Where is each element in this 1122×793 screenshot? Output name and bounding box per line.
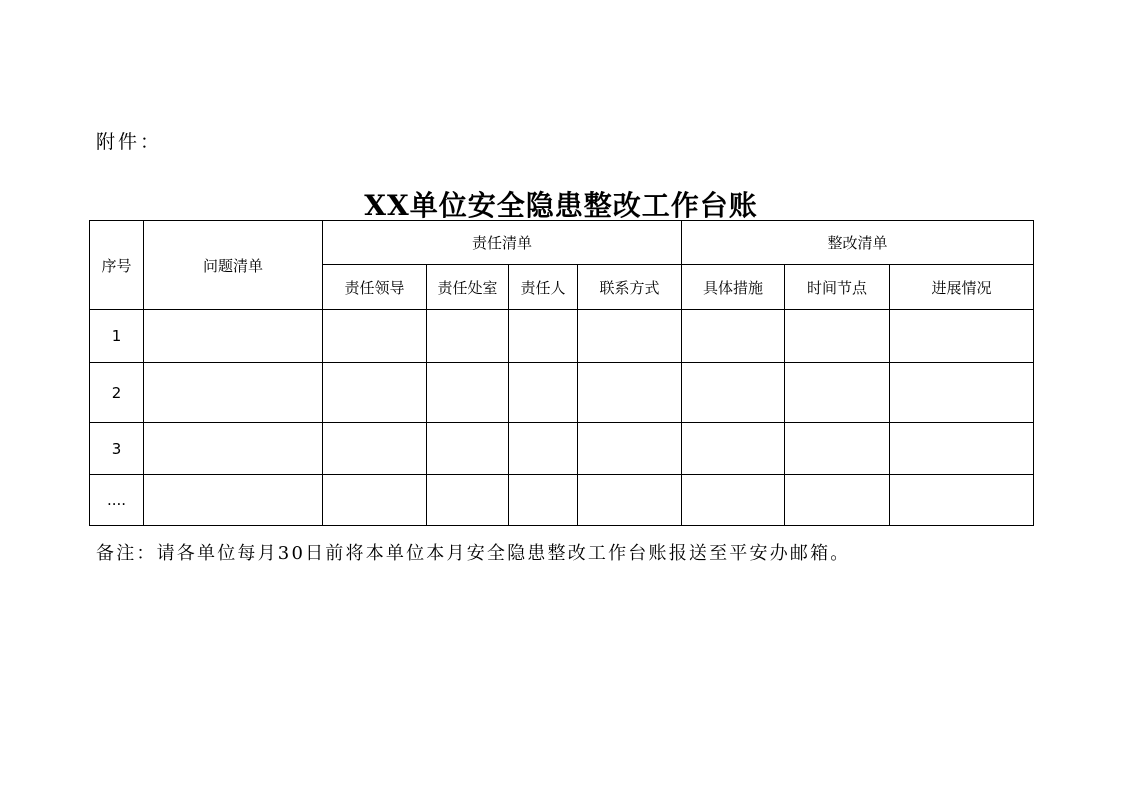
cell-leader[interactable] [323, 310, 427, 363]
header-contact: 联系方式 [578, 265, 682, 310]
header-deadline: 时间节点 [785, 265, 890, 310]
header-responsible-office: 责任处室 [427, 265, 509, 310]
row-seq: .... [90, 475, 144, 526]
cell-progress[interactable] [890, 475, 1034, 526]
cell-person[interactable] [509, 363, 578, 423]
cell-problem[interactable] [144, 423, 323, 475]
cell-problem[interactable] [144, 475, 323, 526]
attachment-label: 附件： [96, 131, 163, 153]
table-row [90, 363, 1034, 423]
cell-contact[interactable] [578, 475, 682, 526]
cell-contact[interactable] [578, 423, 682, 475]
row-seq: 2 [90, 363, 144, 423]
header-progress: 进展情况 [890, 265, 1034, 310]
cell-progress[interactable] [890, 363, 1034, 423]
header-responsible-leader: 责任领导 [323, 265, 427, 310]
cell-office[interactable] [427, 310, 509, 363]
document-title: XX单位安全隐患整改工作台账 [364, 189, 758, 222]
cell-contact[interactable] [578, 363, 682, 423]
footnote: 备注：请各单位每月30日前将本单位本月安全隐患整改工作台账报送至平安办邮箱。 [96, 543, 851, 564]
cell-leader[interactable] [323, 475, 427, 526]
cell-person[interactable] [509, 310, 578, 363]
cell-office[interactable] [427, 363, 509, 423]
cell-measures[interactable] [682, 475, 785, 526]
header-seq: 序号 [90, 221, 144, 310]
rectification-ledger-table [89, 220, 1034, 526]
cell-person[interactable] [509, 423, 578, 475]
cell-contact[interactable] [578, 310, 682, 363]
cell-measures[interactable] [682, 363, 785, 423]
row-seq: 1 [90, 310, 144, 363]
table-row [90, 475, 1034, 526]
header-measures: 具体措施 [682, 265, 785, 310]
cell-problem[interactable] [144, 363, 323, 423]
header-responsible-person: 责任人 [509, 265, 578, 310]
table-row [90, 423, 1034, 475]
cell-measures[interactable] [682, 310, 785, 363]
header-rectification-list: 整改清单 [682, 221, 1034, 265]
cell-measures[interactable] [682, 423, 785, 475]
cell-office[interactable] [427, 423, 509, 475]
row-seq: 3 [90, 423, 144, 475]
cell-person[interactable] [509, 475, 578, 526]
cell-deadline[interactable] [785, 310, 890, 363]
header-row-top [90, 221, 1034, 265]
header-problem-list: 问题清单 [144, 221, 323, 310]
header-responsibility-list: 责任清单 [323, 221, 682, 265]
table-row [90, 310, 1034, 363]
cell-progress[interactable] [890, 423, 1034, 475]
cell-deadline[interactable] [785, 363, 890, 423]
cell-progress[interactable] [890, 310, 1034, 363]
cell-leader[interactable] [323, 423, 427, 475]
cell-deadline[interactable] [785, 475, 890, 526]
cell-leader[interactable] [323, 363, 427, 423]
cell-problem[interactable] [144, 310, 323, 363]
cell-deadline[interactable] [785, 423, 890, 475]
cell-office[interactable] [427, 475, 509, 526]
